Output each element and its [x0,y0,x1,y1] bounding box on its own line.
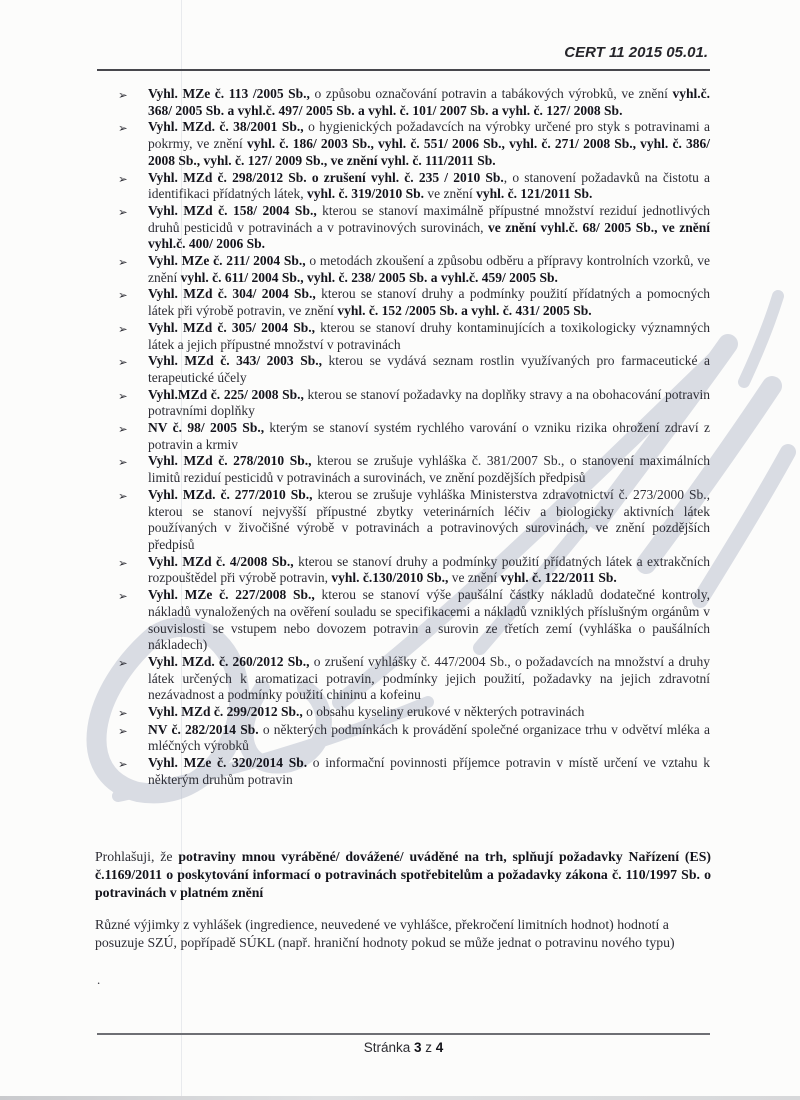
arrow-bullet-icon: ➢ [118,706,128,721]
list-item-text [148,420,710,453]
arrow-bullet-icon: ➢ [118,757,128,772]
normal-text: kterou se stanoví požadavky na doplňky stravy a na obohacování potravin potravními doplňky [148,386,710,419]
arrow-bullet-icon: ➢ [118,555,128,570]
bold-text: Vyhl. MZd. č. 277/2010 Sb., [148,486,313,502]
normal-text: z [421,1040,436,1055]
bold-text: Vyhl. MZd č. 343/ 2003 Sb., [148,353,322,369]
normal-text: Stránka [363,1040,414,1055]
list-item-text [148,253,710,286]
header-rule [97,69,710,71]
normal-text: kterou se stanoví druhy a podmínky použití přídatných a pomocných látek při výrobě potravin, ve znění [148,286,710,319]
arrow-bullet-icon: ➢ [118,488,128,503]
bold-text: 3 [413,1040,422,1055]
bold-text: Vyhl. MZe č. 113 /2005 Sb., [148,86,310,101]
list-item-text [148,453,710,486]
normal-text: kterou se stanoví výše paušální částky nákladů dodatečné kontroly, nákladů vynaložených na ověření souladu se specifikacemi a nákladů vzniklých příslušným orgánům v souvislosti se vstupem nebo dovozem potravin a surovin ze třetích zemí (vyhláška o paušálních nákladech) [148,587,710,653]
list-item [118,420,710,453]
list-item [118,755,710,788]
bold-text: vyhl. č.130/2010 Sb., [331,570,449,586]
list-item-text [148,119,710,169]
arrow-bullet-icon: ➢ [118,255,128,270]
normal-text: kterou se zrušuje vyhláška č. 381/2007 Sb., o stanovení maximálních limitů reziduí pesticidů v potravinách a surovinách, ve znění pozdějších předpisů [148,453,710,486]
bold-text: vyhl. č. 121/2011 Sb. [476,186,593,202]
normal-text: kterou se stanoví druhy kontaminujících a toxikologicky významných látek a jejich přípustné množství v potravinách [148,319,710,352]
bold-text: Vyhl. MZe č. 211/ 2004 Sb., [148,253,306,269]
normal-text: o metodách zkoušení a způsobu odběru a přípravy kontrolních vzorků, ve znění [148,253,710,285]
list-item [118,487,710,554]
normal-text: kterou se vydává seznam rostlin využívaných pro farmaceutické a terapeutické účely [148,353,710,385]
list-item-text [148,487,710,554]
list-item-text [148,704,710,722]
header-doc-code: CERT 11 2015 05.01. [564,44,708,61]
list-item [118,453,710,486]
bold-text: Vyhl. MZd č. 298/2012 Sb. o zrušení vyhl. č. 235 / 2010 Sb. [148,169,504,185]
list-item [118,704,710,722]
list-item [118,170,710,203]
arrow-bullet-icon: ➢ [118,204,128,219]
list-item-text [148,654,710,704]
list-item [118,203,710,253]
bold-text: 4 [435,1040,444,1055]
footer-rule [97,1033,710,1035]
bold-text: Vyhl. MZd č. 299/2012 Sb., [148,704,303,720]
bottom-scan-edge [0,1096,800,1100]
normal-text: o způsobu označování potravin a tabákových výrobků, ve znění [309,86,673,101]
stray-period: . [97,972,101,987]
arrow-bullet-icon: ➢ [118,388,128,403]
list-item-text [148,353,710,386]
list-item [118,320,710,353]
regulation-list [118,86,710,789]
bold-text: Vyhl. MZe č. 320/2014 Sb. [148,755,308,771]
arrow-bullet-icon: ➢ [118,655,128,670]
normal-text: ve znění [423,186,477,202]
normal-text: kterou se zrušuje vyhláška Ministerstva zdravotnictví č. 273/2000 Sb., kterou se stanoví nejvyšší přípustné zbytky veterinárních léčiv a biologicky aktivních látek používaných v živočišné výrobě v potravinách a potravinových surovinách, ve znění pozdějších předpisů [148,486,710,552]
list-item-text [148,387,710,420]
list-item [118,387,710,420]
list-item [118,353,710,386]
arrow-bullet-icon: ➢ [118,422,128,437]
list-item-text [148,286,710,319]
page-number [97,1040,710,1055]
exceptions-paragraph [95,916,711,952]
bold-text: Vyhl. MZd č. 4/2008 Sb., [148,553,294,569]
normal-text: kterým se stanoví systém rychlého varování o vzniku rizika ohrožení zdraví z potravin a krmiv [148,420,710,452]
list-item-text [148,86,710,119]
arrow-bullet-icon: ➢ [118,121,128,136]
declaration-paragraph [95,848,711,902]
bold-text: vyhl. č. 611/ 2004 Sb., vyhl. č. 238/ 2005 Sb. a vyhl.č. 459/ 2005 Sb. [180,269,558,285]
list-item [118,722,710,755]
bold-text: Vyhl. MZd. č. 260/2012 Sb., [148,653,310,669]
bold-text: ve znění vyhl.č. 68/ 2005 Sb., ve znění vyhl.č. 400/ 2006 Sb. [148,219,710,252]
bold-text: Vyhl. MZd č. 158/ 2004 Sb., [148,202,317,218]
normal-text: kterou se stanoví druhy a podmínky použití přídatných látek a extrakčních rozpouštědel při výrobě potravin, [148,553,710,586]
normal-text: Prohlašuji, že [95,849,179,864]
normal-text: o zrušení vyhlášky č. 447/2004 Sb., o požadavcích na množství a druhy látek určených k aromatizaci potravin, podmínky jejich použití, požadavky na jejich zdravotní nezávadnost a podmínky použití chininu a kofeinu [148,653,710,703]
normal-text: , o stanovení požadavků na čistotu a identifikaci přídatných látek, [148,169,710,202]
bold-text: NV č. 98/ 2005 Sb., [148,420,265,436]
bold-text: vyhl. č. 122/2011 Sb. [500,570,617,586]
list-item [118,86,710,119]
normal-text: ve znění [448,570,501,586]
arrow-bullet-icon: ➢ [118,455,128,470]
list-item-text [148,554,710,587]
list-item-text [148,170,710,203]
bold-text: Vyhl. MZd č. 304/ 2004 Sb., [148,286,316,302]
list-item-text [148,755,710,788]
normal-text: o některých podmínkách k provádění společné organizace trhu v odvětví mléka a mléčných výrobků [148,721,710,754]
bold-text: Vyhl. MZd č. 305/ 2004 Sb., [148,319,315,335]
list-item-text [148,203,710,253]
normal-text: o informační povinnosti příjemce potravin v místě určení ve vztahu k některým druhům potravin [148,755,710,787]
bold-text: potraviny mnou vyráběné/ dovážené/ uváděné na trh, splňují požadavky Nařízení (ES) č.1169/2011 o poskytování informací o potravinách spotřebitelům a požadavky zákona č. 110/1997 Sb. o potravinách v platném znění [95,849,711,900]
bold-text: Vyhl. MZd. č. 38/2001 Sb., [148,119,304,135]
list-item [118,119,710,169]
list-item [118,587,710,654]
bold-text: Vyhl. MZe č. 227/2008 Sb., [148,587,315,603]
arrow-bullet-icon: ➢ [118,723,128,738]
normal-text: o hygienických požadavcích na výrobky určené pro styk s potravinami a pokrmy, ve znění [148,119,710,152]
normal-text: kterou se stanoví maximálně přípustné množství reziduí jednotlivých druhů pesticidů v potravinách a v potravinových surovinách, [148,202,710,235]
list-item [118,286,710,319]
bold-text: Vyhl.MZd č. 225/ 2008 Sb., [148,386,304,402]
bold-text: NV č. 282/2014 Sb. [148,721,259,737]
arrow-bullet-icon: ➢ [118,171,128,186]
list-item-text [148,587,710,654]
arrow-bullet-icon: ➢ [118,288,128,303]
list-item [118,654,710,704]
normal-text: Různé výjimky z vyhlášek (ingredience, neuvedené ve vyhlášce, překročení limitních hodnot) hodnotí a posuzuje SZÚ, popřípadě SÚKL (např. hraniční hodnoty pokud se může jednat o potravinu nového typu) [95,917,675,950]
list-item [118,554,710,587]
bold-text: vyhl. č. 319/2010 Sb. [306,186,424,202]
bold-text: vyhl. č. 152 /2005 Sb. a vyhl. č. 431/ 2005 Sb. [337,303,592,319]
list-item [118,253,710,286]
list-item-text [148,320,710,353]
bold-text: vyhl.č. 368/ 2005 Sb. a vyhl.č. 497/ 2005 Sb. a vyhl. č. 101/ 2007 Sb. a vyhl. č. 127/ 2008 Sb. [148,86,710,118]
bold-text: vyhl. č. 186/ 2003 Sb., vyhl. č. 551/ 2006 Sb., vyhl. č. 271/ 2008 Sb., vyhl. č. 386/ 2008 Sb., vyhl. č. 127/ 2009 Sb., ve znění vyhl. č. 111/2011 Sb. [148,136,710,168]
bold-text: Vyhl. MZd č. 278/2010 Sb., [148,453,312,469]
list-item-text [148,722,710,755]
normal-text: o obsahu kyseliny erukové v některých potravinách [302,704,585,720]
arrow-bullet-icon: ➢ [118,589,128,604]
arrow-bullet-icon: ➢ [118,355,128,370]
arrow-bullet-icon: ➢ [118,321,128,336]
arrow-bullet-icon: ➢ [118,88,128,102]
